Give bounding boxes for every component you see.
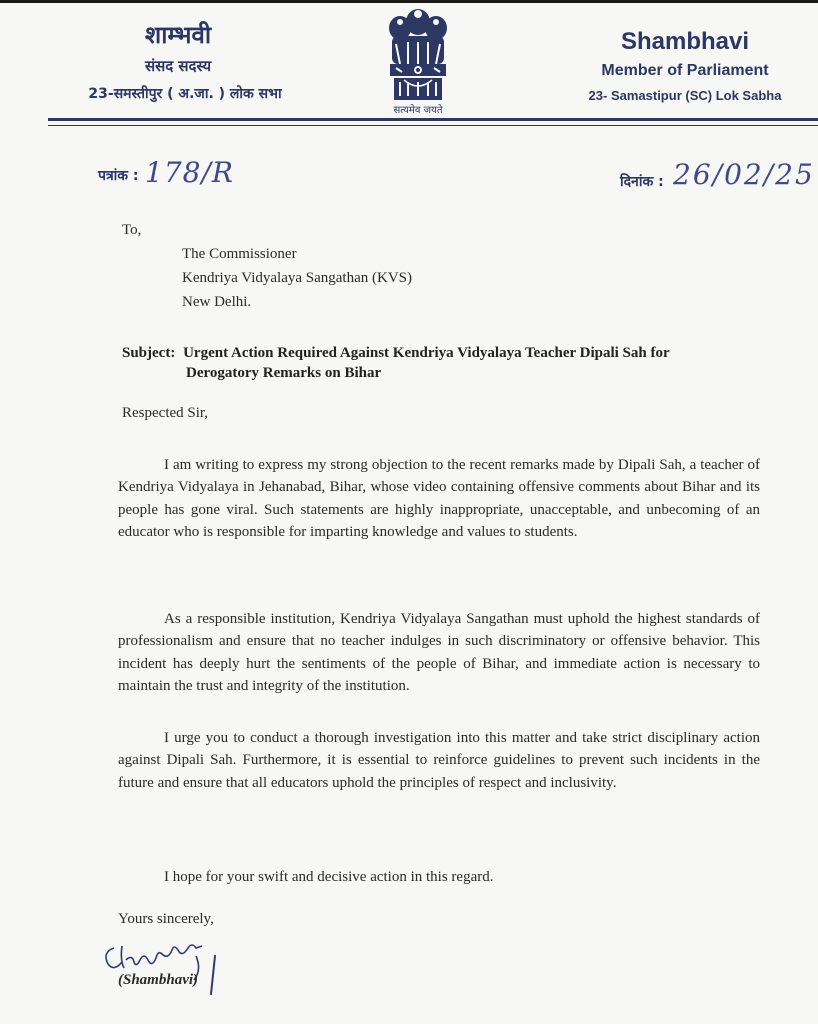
recipient-line-1: The Commissioner — [182, 246, 297, 262]
letterhead-hindi-name: शाम्भवी — [144, 21, 212, 49]
signatory-name: (Shambhavi) — [118, 972, 199, 988]
letterhead-hindi-constituency: 23-समस्तीपुर ( अ.जा. ) लोक सभा — [88, 86, 282, 102]
body-paragraph-1 — [118, 454, 760, 543]
recipient-line-2: Kendriya Vidyalaya Sangathan (KVS) — [182, 270, 413, 286]
letterhead-english-title: Member of Parliament — [601, 62, 769, 79]
body-paragraph-4: I hope for your swift and decisive action in this regard. — [164, 869, 494, 885]
body-paragraph-2 — [118, 608, 760, 697]
subject-label: Subject: — [122, 345, 176, 361]
salutation: Respected Sir, — [122, 405, 209, 421]
date-label: दिनांक : — [620, 174, 664, 190]
paragraph-text: As a responsible institution, Kendriya Vidyalaya Sangathan must uphold the highest standards of professionalism and ensure that no teacher indulges in such discriminatory or offensive behavior. This incident has deeply hurt the sentiments of the people of Bihar, and immediate action is necessary to maintain the trust and integrity of the institution. — [118, 611, 760, 694]
top-border — [0, 0, 818, 3]
subject-line — [122, 343, 782, 383]
date-value: 26/02/25 — [673, 158, 815, 191]
recipient-to: To, — [122, 222, 142, 238]
subject-text-line-1: Urgent Action Required Against Kendriya Vidyalaya Teacher Dipali Sah for — [183, 345, 670, 361]
letterhead-divider-thin — [48, 125, 818, 126]
letterhead-divider-thick — [48, 118, 818, 121]
emblem-motto: सत्यमेव जयते — [393, 105, 443, 116]
letterhead-english-name: Shambhavi — [620, 28, 750, 55]
letterhead-english-constituency: 23- Samastipur (SC) Lok Sabha — [588, 88, 782, 103]
paragraph-text: I am writing to express my strong objection to the recent remarks made by Dipali Sah, a teacher of Kendriya Vidyalaya in Jehanabad, Bihar, whose video containing offensive comments about Bihar and its people has gone viral. Such statements are highly inappropriate, unacceptable, and unbecoming of an educator who is responsible for imparting knowledge and values to students. — [118, 457, 760, 540]
paragraph-text: I urge you to conduct a thorough investigation into this matter and take strict disciplinary action against Dipali Sah. Furthermore, it is essential to reinforce guidelines to prevent such incidents in the future and ensure that all educators uphold the principles of respect and inclusivity. — [118, 730, 760, 791]
letterhead-hindi-title: संसद सदस्य — [144, 57, 212, 75]
body-paragraph-3 — [118, 727, 760, 794]
national-emblem-icon — [378, 4, 458, 116]
subject-text-line-2: Derogatory Remarks on Bihar — [186, 365, 382, 381]
recipient-line-3: New Delhi. — [182, 294, 252, 310]
reference-number: 178/R — [145, 156, 234, 189]
reference-label: पत्रांक : — [98, 168, 139, 184]
closing-line: Yours sincerely, — [118, 911, 214, 927]
